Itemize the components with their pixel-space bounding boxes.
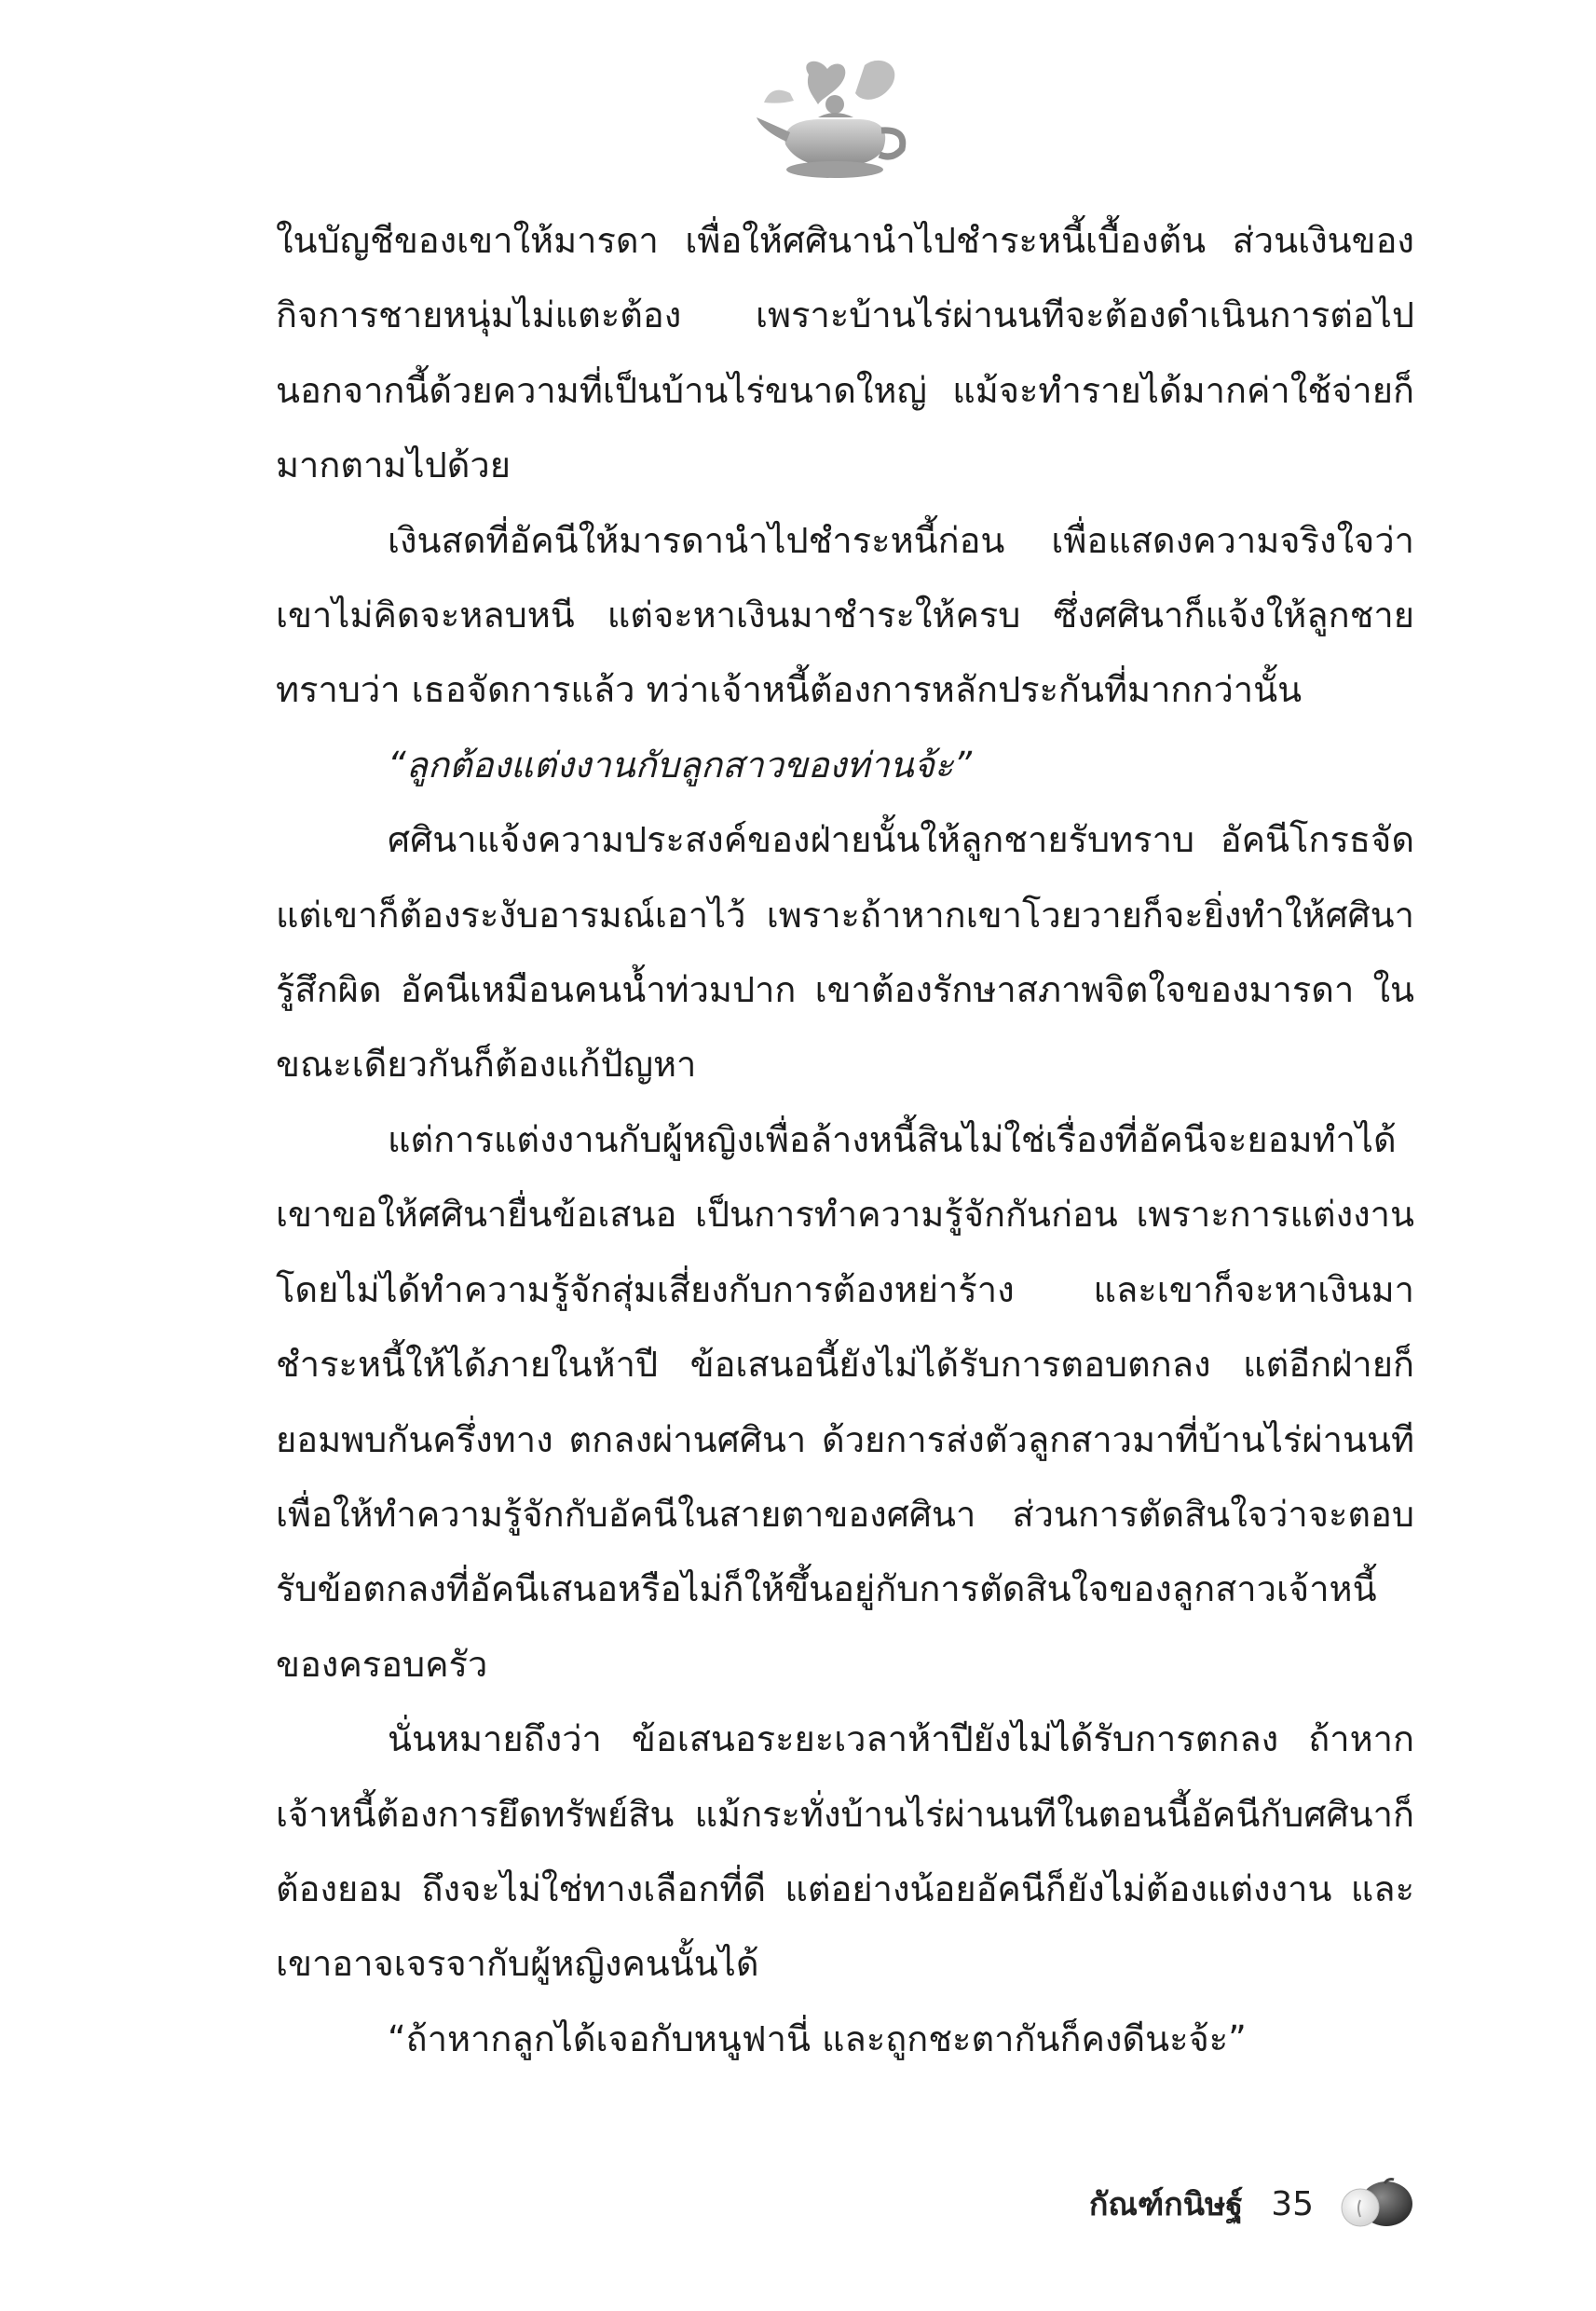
apple-icon (1338, 2176, 1416, 2232)
teapot-ornament-icon (753, 56, 911, 186)
paragraph: แต่การแต่งงานกับผู้หญิงเพื่อล้างหนี้สินไม่ใช่เรื่องที่อัคนีจะยอมทำได้ เขาขอให้ศศินายื่นข้อเสนอ เป็นการทำความรู้จักกันก่อน เพราะการแต่งงานโดยไม่ได้ทำความรู้จักสุ่มเสี่ยงกับการต้องหย่าร้าง และเขาก็จะหาเงินมาชำระหนี้ให้ได้ภายในห้าปี ข้อเสนอนี้ยังไม่ได้รับการตอบตกลง แต่อีกฝ่ายก็ยอมพบกันครึ่งทาง ตกลงผ่านศศินา ด้วยการส่งตัวลูกสาวมาที่บ้านไร่ผ่านนที เพื่อให้ทำความรู้จักกับอัคนีในสายตาของศศินา ส่วนการตัดสินใจว่าจะตอบรับข้อตกลงที่อัคนีเสนอหรือไม่ก็ให้ขึ้นอยู่กับการตัดสินใจของลูกสาวเจ้าหนี้ของครอบครัว (276, 1118, 1414, 1685)
paragraph: นั่นหมายถึงว่า ข้อเสนอระยะเวลาห้าปียังไม่ได้รับการตกลง ถ้าหากเจ้าหนี้ต้องการยึดทรัพย์สิน แม้กระทั่งบ้านไร่ผ่านนทีในตอนนี้อัคนีกับศศินาก็ต้องยอม ถึงจะไม่ใช่ทางเลือกที่ดี แต่อย่างน้อยอัคนีก็ยังไม่ต้องแต่งงาน และเขาอาจเจรจากับผู้หญิงคนนั้นได้ (276, 1718, 1414, 1985)
dialogue-line: “ถ้าหากลูกได้เจอกับหนูฟานี่ และถูกชะตากันก็คงดีนะจ้ะ” (388, 2017, 1247, 2059)
paragraph: ศศินาแจ้งความประสงค์ของฝ่ายนั้นให้ลูกชายรับทราบ อัคนีโกรธจัด แต่เขาก็ต้องระงับอารมณ์เอาไว้ เพราะถ้าหากเขาโวยวายก็จะยิ่งทำให้ศศินารู้สึกผิด อัคนีเหมือนคนน้ำท่วมปาก เขาต้องรักษาสภาพจิตใจของมารดา ในขณะเดียวกันก็ต้องแก้ปัญหา (276, 819, 1414, 1086)
dialogue-line: “ลูกต้องแต่งงานกับลูกสาวของท่านจ้ะ” (388, 744, 972, 786)
paragraph: เงินสดที่อัคนีให้มารดานำไปชำระหนี้ก่อน เพื่อแสดงความจริงใจว่าเขาไม่คิดจะหลบหนี แต่จะหาเงินมาชำระให้ครบ ซึ่งศศินาก็แจ้งให้ลูกชายทราบว่า เธอจัดการแล้ว ทว่าเจ้าหนี้ต้องการหลักประกันที่มากกว่านั้น (276, 519, 1414, 711)
book-title: กัณฑ์กนิษฐ์ (1088, 2186, 1244, 2223)
paragraph: ในบัญชีของเขาให้มารดา เพื่อให้ศศินานำไปชำระหนี้เบื้องต้น ส่วนเงินของกิจการชายหนุ่มไม่แตะต้อง เพราะบ้านไร่ผ่านนทีจะต้องดำเนินการต่อไป นอกจากนี้ด้วยความที่เป็นบ้านไร่ขนาดใหญ่ แม้จะทำรายได้มากค่าใช้จ่ายก็มากตามไปด้วย (276, 220, 1414, 486)
body-text (276, 203, 1414, 2076)
page-number: 35 (1271, 2184, 1314, 2223)
page-footer (932, 2167, 1416, 2241)
